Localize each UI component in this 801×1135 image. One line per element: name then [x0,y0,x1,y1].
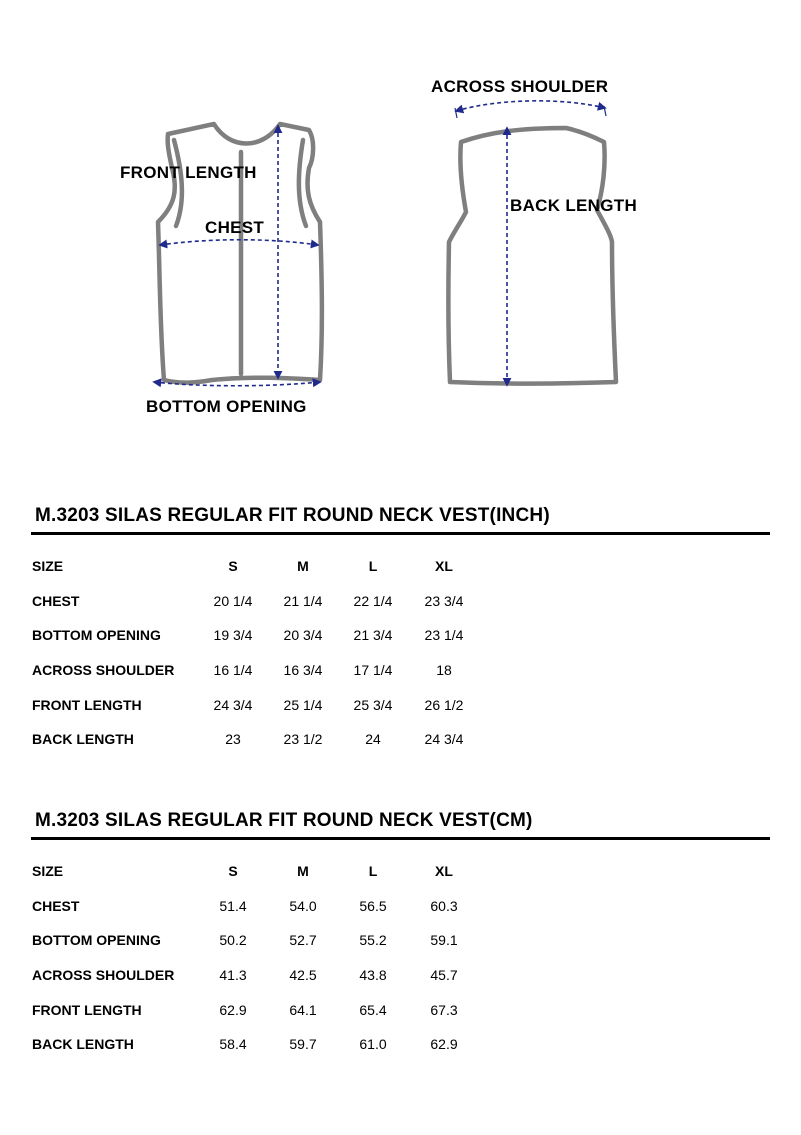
table-row [0,593,801,613]
table-row [0,1036,801,1056]
row-label: ACROSS SHOULDER [32,967,175,983]
table-row [0,932,801,952]
table-row [0,967,801,987]
cell-xl: 60.3 [430,898,458,914]
table-row [0,898,801,918]
cell-l: 22 1/4 [353,593,393,609]
front-length-label: FRONT LENGTH [120,163,257,182]
back-vest-illustration [448,128,616,384]
front-right-armhole-seam [299,140,306,226]
cell-xl: 26 1/2 [424,697,464,713]
inch-header-xl: XL [435,558,453,574]
cell-xl: 59.1 [430,932,458,948]
table-row [0,1002,801,1022]
inch-title-divider [31,532,770,535]
cell-l: 56.5 [359,898,387,914]
cell-l: 24 [365,731,381,747]
cell-l: 61.0 [359,1036,387,1052]
cell-xl: 18 [436,662,452,678]
row-label: ACROSS SHOULDER [32,662,175,678]
cell-l: 55.2 [359,932,387,948]
cell-xl: 45.7 [430,967,458,983]
inch-table-title: M.3203 SILAS REGULAR FIT ROUND NECK VEST(INCH) [35,505,550,526]
cell-s: 58.4 [219,1036,247,1052]
cm-header-s: S [228,863,238,879]
row-label: FRONT LENGTH [32,1002,142,1018]
cell-xl: 23 3/4 [424,593,464,609]
row-label: CHEST [32,593,80,609]
row-label: BOTTOM OPENING [32,932,161,948]
cell-xl: 23 1/4 [424,627,464,643]
cell-m: 59.7 [289,1036,317,1052]
cell-l: 17 1/4 [353,662,393,678]
cell-s: 51.4 [219,898,247,914]
cm-header-l: L [368,863,378,879]
back-vest-outline [448,128,616,384]
cell-m: 52.7 [289,932,317,948]
cell-m: 20 3/4 [283,627,323,643]
inch-header-m: M [297,558,309,574]
cell-l: 65.4 [359,1002,387,1018]
cell-m: 64.1 [289,1002,317,1018]
inch-header-size: SIZE [32,558,64,574]
cell-xl: 24 3/4 [424,731,464,747]
table-row [0,662,801,682]
inch-header-s: S [228,558,238,574]
cell-s: 41.3 [219,967,247,983]
row-label: CHEST [32,898,80,914]
cm-title-divider [31,837,770,840]
table-row [0,697,801,717]
cm-header-m: M [297,863,309,879]
cm-header-xl: XL [435,863,453,879]
cm-header-size: SIZE [32,863,64,879]
across-shoulder-measure-line [456,101,605,111]
cell-s: 62.9 [219,1002,247,1018]
cell-l: 25 3/4 [353,697,393,713]
table-row [0,731,801,751]
cell-s: 19 3/4 [213,627,253,643]
bottom-opening-label: BOTTOM OPENING [146,397,307,416]
across-shoulder-label: ACROSS SHOULDER [431,77,609,96]
cell-m: 16 3/4 [283,662,323,678]
cell-m: 25 1/4 [283,697,323,713]
cell-m: 23 1/2 [283,731,323,747]
row-label: BOTTOM OPENING [32,627,161,643]
cell-s: 20 1/4 [213,593,253,609]
cm-table-title: M.3203 SILAS REGULAR FIT ROUND NECK VEST(CM) [35,810,533,831]
cell-m: 42.5 [289,967,317,983]
table-row [0,627,801,647]
cell-s: 16 1/4 [213,662,253,678]
cm-header-row [0,863,801,883]
cell-s: 24 3/4 [213,697,253,713]
measurement-diagram [0,0,801,450]
chest-label: CHEST [205,218,265,237]
row-label: FRONT LENGTH [32,697,142,713]
cell-xl: 67.3 [430,1002,458,1018]
inch-header-row [0,558,801,578]
row-label: BACK LENGTH [32,1036,134,1052]
cell-l: 21 3/4 [353,627,393,643]
cell-s: 50.2 [219,932,247,948]
back-length-label: BACK LENGTH [510,196,638,215]
row-label: BACK LENGTH [32,731,134,747]
cell-xl: 62.9 [430,1036,458,1052]
inch-header-l: L [368,558,378,574]
cell-s: 23 [225,731,241,747]
cell-m: 21 1/4 [283,593,323,609]
cell-m: 54.0 [289,898,317,914]
cell-l: 43.8 [359,967,387,983]
